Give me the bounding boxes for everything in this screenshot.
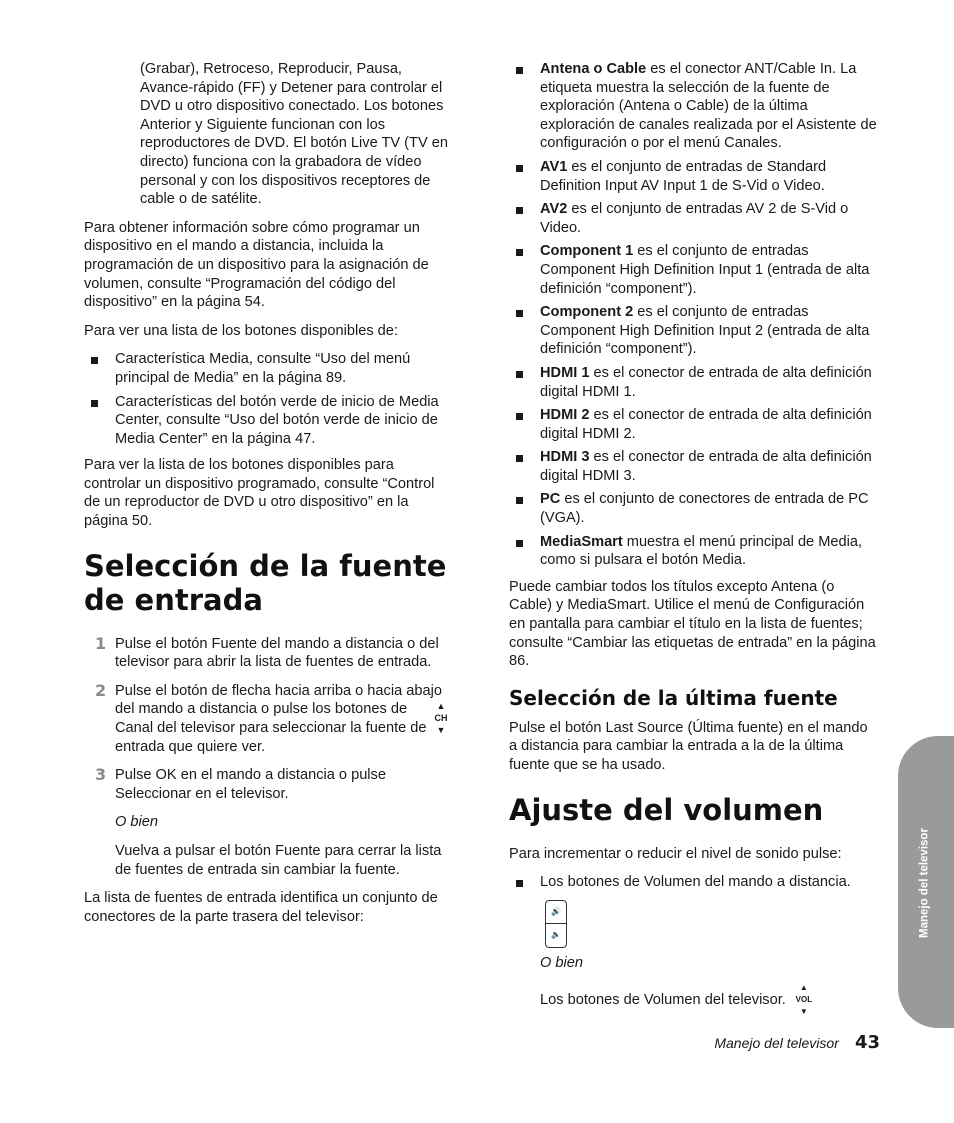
channel-label: CH (434, 713, 448, 723)
step-3-alternative: Vuelva a pulsar el botón Fuente para cerrar la lista de fuentes de entrada sin cambiar la fuente. (115, 843, 442, 878)
list-item: HDMI 3 es el conector de entrada de alta definición digital HDMI 3. (509, 448, 879, 485)
arrow-down-icon: ▼ (436, 725, 446, 735)
subheading-last-source: Selección de la última fuente (509, 685, 838, 710)
list-item: Component 1 es el conjunto de entradas Component High Definition Input 1 (entrada de alta definición “component”). (509, 242, 879, 298)
arrow-up-icon: ▲ (436, 701, 446, 711)
source-list (509, 60, 879, 570)
footer-title: Manejo del televisor (714, 1035, 839, 1051)
step-text: Pulse el botón de flecha hacia arriba o hacia abajo del mando a distancia o pulse los botones de Canal del televisor para seleccionar la fuente de entrada que quiere ver. (115, 682, 442, 755)
volume-down-icon: 🔈 (551, 929, 561, 939)
page-number: 43 (854, 1032, 880, 1053)
paragraph-program-device: Para obtener información sobre cómo programar un dispositivo en el mando a distancia, incluida la programación de un dispositivo para la asignación de volumen, consulte “Programación del código del dispositivo” en la página 54. (84, 219, 429, 311)
or-text: O bien (115, 814, 158, 831)
list-item: HDMI 1 es el conector de entrada de alta definición digital HDMI 1. (509, 364, 879, 401)
step-text: Pulse OK en el mando a distancia o pulse Seleccionar en el televisor. (115, 767, 386, 802)
step-3 (84, 766, 452, 803)
side-tab-label: Manejo del televisor (918, 828, 931, 938)
channel-buttons-icon (432, 700, 450, 736)
step-number: 1 (95, 633, 107, 653)
paragraph-input-list: La lista de fuentes de entrada identifica un conjunto de conectores de la parte trasera del televisor: (84, 890, 438, 925)
volume-label: VOL (795, 995, 813, 1005)
right-column (509, 60, 879, 1028)
section-heading-input-source: Selección de la fuente de entrada (84, 548, 447, 617)
list-item: Característica Media, consulte “Uso del menú principal de Media” en la página 89. (84, 350, 452, 387)
side-tab (898, 736, 954, 1028)
left-column (84, 60, 452, 936)
list-item: Características del botón verde de inicio de Media Center, consulte “Uso del botón verde de inicio de Media Center” en la página 47. (84, 393, 452, 449)
paragraph-button-list: Para ver una lista de los botones disponibles de: (84, 322, 398, 339)
paragraph-last-source: Pulse el botón Last Source (Última fuente) en el mando a distancia para cambiar la entrada a la de la última fuente que se ha usado. (509, 719, 868, 773)
list-item: Antena o Cable es el conector ANT/Cable In. La etiqueta muestra la selección de la fuente de exploración (Antena o Cable) de la última exploración de canales realizada por el Asistente de configuración o por el menú Canales. (509, 60, 879, 153)
step-number: 2 (95, 680, 107, 700)
intro-paragraph: (Grabar), Retroceso, Reproducir, Pausa, Avance-rápido (FF) y Detener para controlar el DVD u otro dispositivo conectado. Los botones Anterior y Siguiente funcionan con los reproductores de DVD. El botón Live TV (TV en directo) funciona con la grabadora de vídeo personal y con los dispositivos receptores de cable o de satélite. (140, 61, 448, 208)
paragraph-dvd-control: Para ver la lista de los botones disponibles para controlar un dispositivo programado, consulte “Control de un reproductor de DVD u otro dispositivo” en la página 50. (84, 457, 435, 530)
bullet-list (84, 350, 452, 448)
step-text: Pulse el botón Fuente del mando a distancia o del televisor para abrir la lista de fuentes de entrada. (115, 635, 439, 671)
step-number: 3 (95, 765, 107, 785)
tv-volume-text: Los botones de Volumen del televisor. ▲ VOL ▼ (540, 983, 813, 1017)
paragraph-volume: Para incrementar o reducir el nivel de sonido pulse: (509, 845, 842, 862)
page-footer (600, 1034, 880, 1054)
paragraph-change-titles: Puede cambiar todos los títulos excepto Antena (o Cable) y MediaSmart. Utilice el menú de Configuración en pantalla para cambiar el título en la lista de fuentes; consulte “Cambiar las etiquetas de entrada” en la página 86. (509, 578, 876, 670)
list-item: MediaSmart muestra el menú principal de Media, como si pulsara el botón Media. (509, 533, 879, 570)
list-item: PC es el conjunto de conectores de entrada de PC (VGA). (509, 490, 879, 527)
list-item: AV2 es el conjunto de entradas AV 2 de S-Vid o Video. (509, 200, 879, 237)
or-text: O bien (540, 954, 583, 971)
list-item: Los botones de Volumen del mando a distancia. (509, 873, 879, 892)
volume-up-icon: 🔊 (546, 901, 566, 924)
list-item: AV1 es el conjunto de entradas de Standard Definition Input AV Input 1 de S-Vid o Video. (509, 158, 879, 195)
tv-volume-buttons-icon (794, 982, 814, 1018)
arrow-down-icon: ▼ (799, 1007, 808, 1017)
section-heading-volume: Ajuste del volumen (509, 792, 824, 827)
step-1 (84, 635, 452, 672)
volume-list (509, 873, 879, 892)
list-item: Component 2 es el conjunto de entradas Component High Definition Input 2 (entrada de alta definición “component”). (509, 303, 879, 359)
step-2 (84, 682, 452, 756)
remote-volume-buttons-icon (545, 900, 567, 948)
arrow-up-icon: ▲ (799, 983, 808, 993)
list-item: HDMI 2 es el conector de entrada de alta definición digital HDMI 2. (509, 406, 879, 443)
